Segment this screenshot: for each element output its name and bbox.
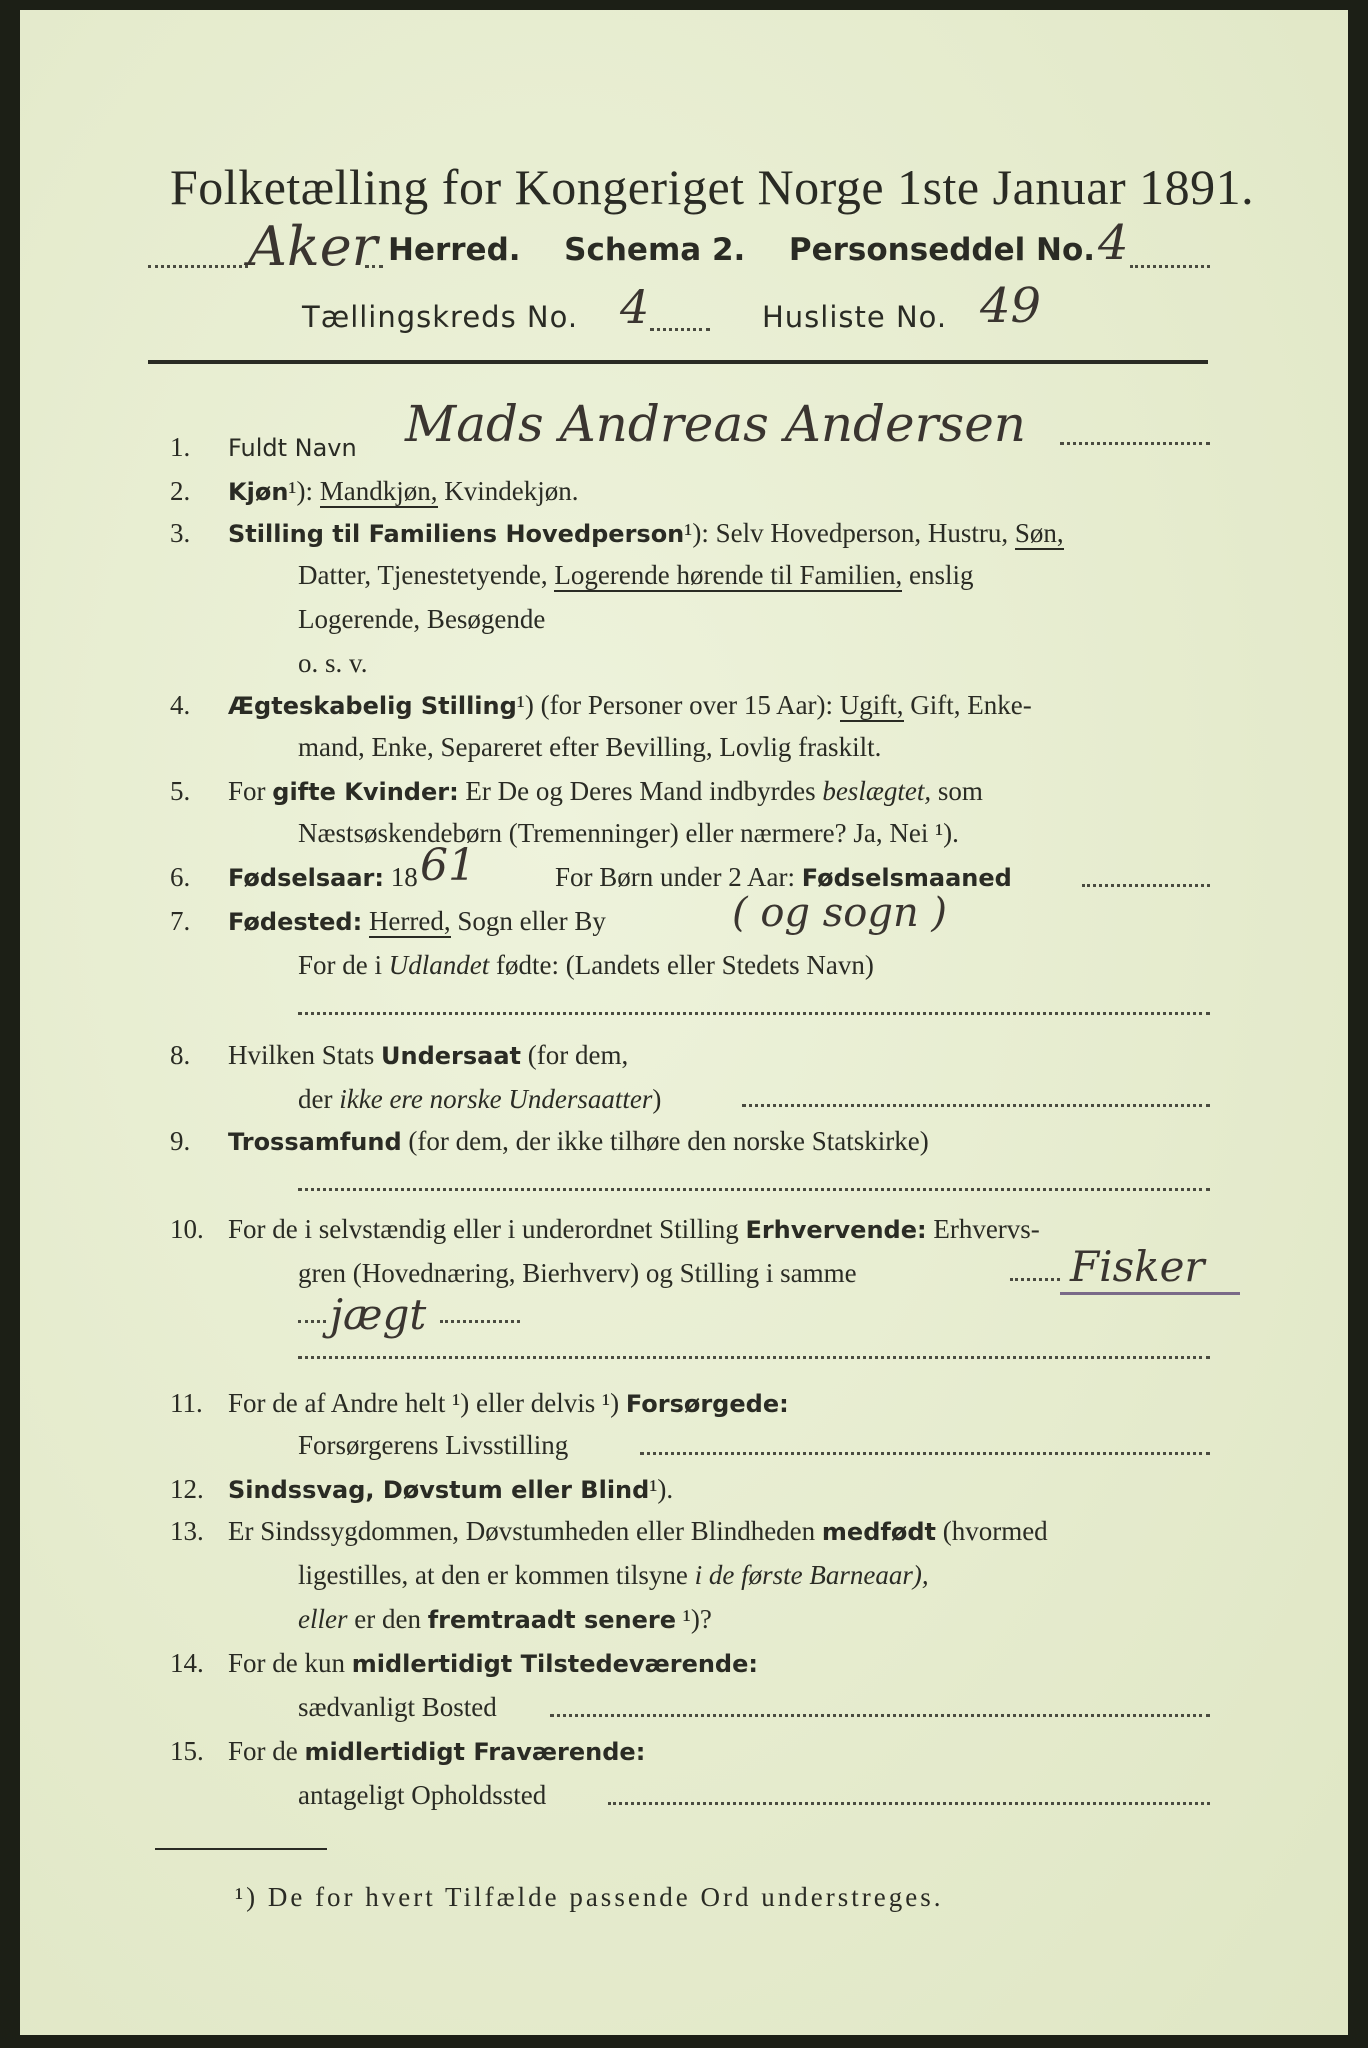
item-number: 7. [170,906,191,936]
item-text: For Børn under 2 Aar: [555,862,795,892]
dotted-line [1082,884,1210,887]
item-label: fremtraadt senere [427,1606,677,1634]
footnote-ref: ¹). [649,1474,674,1504]
birth-year-prefix: 18 [390,862,418,892]
item-text: der [298,1084,333,1114]
schema-label: Schema 2. [564,232,746,268]
dotted-line [742,1104,1210,1107]
item-text: For de kun [228,1648,345,1678]
birth-year-value: 61 [420,840,476,891]
dotted-line [148,265,248,268]
option-herred: Herred, [368,906,451,936]
herred-label: Herred. [388,232,521,268]
item-label: Ægteskabelig Stilling [228,692,517,720]
item-text: ligestilles, at den er kommen tilsyne [298,1560,688,1590]
item-text: i de første Barneaar), [694,1560,929,1590]
option-ugift: Ugift, [839,690,904,720]
item-text: ) [652,1084,662,1114]
item-text: Sogn eller By [457,906,606,936]
footnote-ref: ¹): [684,518,709,548]
birthplace-value: ( og sogn ) [732,890,948,936]
item-number: 12. [170,1474,204,1504]
item-label: Trossamfund [228,1128,402,1156]
option-mandkjon: Mandkjøn, [319,476,438,506]
footnote-ref: ¹) [516,690,534,720]
item-text: For de [228,1736,298,1766]
item-label: Stilling til Familiens Hovedperson [228,520,685,548]
dotted-line [365,265,383,268]
item-number: 5. [170,776,191,806]
item-text: Er De og Deres Mand indbyrdes [465,776,816,806]
item-text: er den [354,1604,421,1634]
item-text: For de i selvstændig eller i underordnet Stilling [228,1214,739,1244]
personseddel-value: 4 [1098,215,1129,271]
item-text: fødte: (Landets eller Stedets Navn) [496,950,874,980]
item-number: 15. [170,1736,204,1766]
item-text: (for dem, [527,1040,629,1070]
dotted-line [1010,1278,1060,1281]
husliste-label: Husliste No. [762,300,948,334]
item-text: For de i [298,950,382,980]
item-text: Gift, Enke- [910,690,1032,720]
option-logerende-horende: Logerende hørende til Familien, [554,560,903,590]
item-number: 3. [170,518,191,548]
item-number: 8. [170,1040,191,1070]
footnote: ¹) De for hvert Tilfælde passende Ord understreges. [235,1882,944,1912]
item-text: For de af Andre helt ¹) eller delvis ¹) [228,1388,620,1418]
item-number: 2. [170,476,191,506]
underline-stroke [1060,1292,1240,1295]
item-number: 14. [170,1648,204,1678]
item-number: 11. [170,1388,203,1418]
herred-value: Aker [248,215,378,278]
item-text: enslig [908,560,974,590]
item-text: beslægtet, [822,776,932,806]
dotted-line [298,1012,1210,1015]
item-text: Datter, Tjenestetyende, [298,560,548,590]
item-label: medfødt [821,1518,936,1546]
item-label: Undersaat [381,1042,522,1070]
item-text: Forsørgerens Livsstilling [298,1430,569,1460]
name-value: Mads Andreas Andersen [405,395,1026,453]
item-label: Fødested: [228,908,363,936]
item-label: Erhvervende: [745,1216,927,1244]
personseddel-label: Personseddel No. [788,232,1096,268]
item-text: mand, Enke, Separeret efter Bevilling, Lovlig fraskilt. [298,732,882,762]
item-text: antageligt Opholdssted [298,1780,547,1810]
item-label: midlertidigt Fraværende: [304,1738,646,1766]
dotted-line [298,1356,1210,1359]
item-label: Fødselsaar: [228,864,384,892]
dotted-line [640,1452,1210,1455]
item-label: Forsørgede: [625,1390,789,1418]
item-label: Sindssvag, Døvstum eller Blind [228,1476,650,1504]
item-text: Næstsøskendebørn (Tremenninger) eller nærmere? Ja, Nei ¹). [298,818,959,848]
item-number: 1. [170,432,191,462]
footnote-ref: ¹)? [682,1604,712,1634]
item-text: For [228,776,266,806]
item-text: ikke ere norske Undersaatter [339,1084,653,1114]
item-text: gren (Hovednæring, Bierhverv) og Stilling i samme [298,1258,857,1288]
husliste-value: 49 [980,278,1042,334]
item-text: Selv Hovedperson, Hustru, [715,518,1009,548]
item-text: (for dem, der ikke tilhøre den norske Statskirke) [408,1126,929,1156]
item-text: sædvanligt Bosted [298,1692,497,1722]
item-label: gifte Kvinder: [272,778,459,806]
item-text: som [937,776,983,806]
kreds-value: 4 [620,280,650,334]
item-label: midlertidigt Tilstedeværende: [351,1650,758,1678]
occupation-value: Fisker [1070,1242,1205,1291]
item-text: o. s. v. [298,648,368,678]
occupation-value-2: jægt [330,1290,427,1339]
item-text: Hvilken Stats [228,1040,375,1070]
form-title: Folketælling for Kongeriget Norge 1ste Januar 1891. [170,159,1255,215]
dotted-line [608,1802,1210,1805]
dotted-line [1130,265,1210,268]
option-kvindekjon: Kvindekjøn. [444,476,579,506]
dotted-line [298,1188,1210,1191]
option-son: Søn, [1014,518,1064,548]
footnote-ref: ¹): [288,476,313,506]
item-label: Kjøn [228,478,289,506]
header-rule [148,360,1208,364]
item-number: 6. [170,862,191,892]
item-number: 9. [170,1126,191,1156]
item-text: Er Sindssygdommen, Døvstumheden eller Blindheden [228,1516,816,1546]
item-number: 4. [170,690,191,720]
item-text: Udlandet [388,950,490,980]
dotted-line [650,328,710,331]
item-number: 13. [170,1516,204,1546]
dotted-line [298,1320,326,1323]
footnote-rule [155,1848,327,1850]
kreds-label: Tællingskreds No. [302,300,579,334]
item-text: (for Personer over 15 Aar): [540,690,834,720]
dotted-line [550,1714,1210,1717]
item-text: (hvormed [942,1516,1048,1546]
item-text: Erhvervs- [933,1214,1040,1244]
item-text: eller [298,1604,348,1634]
item-text: Logerende, Besøgende [298,604,546,634]
item-number: 10. [170,1214,204,1244]
census-form-page [20,10,1348,2035]
item-label: Fuldt Navn [228,434,357,462]
item-label: Fødselsmaaned [801,864,1012,892]
dotted-line [440,1320,520,1323]
dotted-line [1060,442,1210,445]
